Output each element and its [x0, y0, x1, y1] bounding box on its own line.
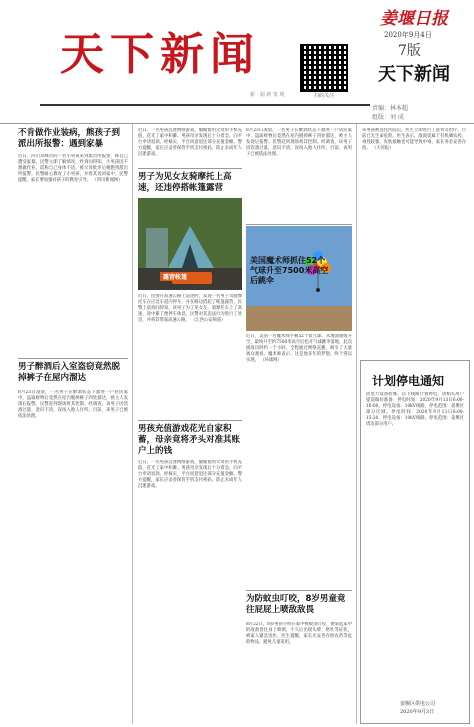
article-body	[246, 128, 352, 220]
article-source: （大河报）	[371, 146, 394, 152]
divider	[246, 590, 352, 591]
article-text: 近日，民警在高速公路上巡逻时，发现一名男子驾驶摩托车在应急车道内停车，并在路边搭起了帐篷露营。民警上前询问得知，该男子为了见女友，骑摩托车上了高速，途中累了便停车休息。民警对其违法行为进行了处罚，并将其带离高速公路。	[138, 294, 242, 324]
slogan: 新 · 闻 新 发 现	[250, 92, 285, 98]
article-headline: 男子醉酒后入室盗窃竟然脱掉裤子在屋内溜达	[18, 362, 121, 383]
editor-credit	[372, 104, 408, 122]
article-text: 近日，一名男孩沉迷网络游戏，偷偷使用父母的手机充值，花光了家中积蓄。男孩母亲发现后十分着急，向平台申请退款。经核实，平台同意退还部分充值金额。警方提醒，家长应妥善保管手机支付密码，防止未成年人沉迷游戏。	[138, 128, 242, 158]
article-source: （环球网）	[260, 358, 282, 364]
designer: 组版：刘 成	[372, 114, 404, 121]
article-source: （江西公安频道）	[190, 318, 226, 324]
article-text: 近日，四川邛崃市的一名小男孩来到派出所报警，称自己遭受家暴。民警立即了解情况，经询问得知，小男孩因不想做作业，谎称自己身体不适，被父母批评后便跑到派出所报警。民警耐心教育了小男孩，并将其送回家中。民警提醒，家长要加强对孩子的教育引导。	[18, 154, 128, 184]
article-body	[138, 294, 242, 386]
article-headline: 男子为见女友骑摩托上高速，还违停搭帐篷露营	[138, 172, 232, 193]
qr-label: 扫码关注	[313, 93, 334, 99]
article-text: 近日，美国一名魔术师手握52个氦气球，从地面缓缓升空，最终升至约7500米高空后松开气球跳伞落地。此次挑战历时约一个小时，全程通过网络直播，吸引了大量观众观看。魔术师表示，这是他多年的梦想，终于得以实现。	[246, 334, 352, 364]
notice-footer-date: 2020年9月3日	[400, 709, 435, 715]
notice-body: 因电力设备检修，以下线路计划停电，请相关用户提前做好准备：停电时间：2020年9月13日6:00-16:00，停电设备：10kV线路，停电范围：姜堰区部分区域。停电时间：2020年9月13日6:00-15:30，停电设备：10kV线路，停电范围：姜堰区周边部分用户。	[366, 392, 464, 428]
divider	[246, 224, 352, 225]
article-body: 近日，一名男孩沉迷网络游戏，偷偷使用父母的手机充值，花光了家中积蓄。男孩母亲发现后十分着急，向平台申请退款。经核实，平台同意退还部分充值金额。警方提醒，家长应妥善保管手机支付密码，防止未成年人沉迷游戏。	[138, 460, 242, 490]
article-body	[18, 154, 128, 349]
notice-title: 计划停电通知	[372, 374, 445, 388]
article-headline: 美国魔术师抓住52个气球升至7500米高空后跳伞	[250, 256, 329, 285]
article-headline: 不肯做作业装病，熊孩子到派出所报警：遇到家暴	[18, 128, 121, 149]
article-body: 8月22日，8岁男孩小明在家中被蚊虫叮咬，便拿起家中的敌敌畏往身上喷洒，不久后出现头晕、呕吐等症状，被家人紧急送医。医生提醒，家长应妥善存放农药等危险物品，避免儿童误用。	[246, 622, 352, 646]
divider	[18, 358, 128, 359]
section-name: 天下新闻	[378, 64, 450, 85]
masthead-rule	[40, 104, 370, 106]
divider	[138, 420, 242, 421]
article-body	[246, 334, 352, 574]
article-source: （四川新闻网）	[92, 178, 123, 184]
notice-footer: 姜堰区供电公司	[400, 701, 436, 707]
editor: 责编：林本超	[372, 105, 409, 112]
article-headline: 男孩充值游戏花光自家积蓄，母亲竟将矛头对准其账户上的钱	[138, 424, 241, 456]
page-number: 7版	[398, 43, 421, 59]
article-body: 8月23日凌晨，一名男子在醉酒状态下溜进一户居民家中，盗取财物后竟然在屋内脱掉裤子四处溜达，被主人发现后报警。民警赶到现场将其控制。经调查，该男子因饮酒过量，意识不清，误闯入他人住所。目前，该男子已被依法处理。	[18, 390, 128, 420]
article-headline: 为防蚊虫叮咬，8岁男童竟往屁屁上喷敌敌畏	[246, 594, 346, 615]
photo-caption: 露营帐篷	[160, 272, 190, 281]
issue-date: 2020年9月4日	[384, 31, 432, 39]
newspaper-logo: 姜堰日报	[380, 9, 448, 29]
article-body	[362, 128, 466, 358]
divider	[138, 168, 242, 169]
article-text: 8月23日凌晨，一名男子在醉酒状态下溜进一户居民家中，盗取财物后竟然在屋内脱掉裤子四处溜达，被主人发现后报警。民警赶到现场将其控制。经调查，该男子因饮酒过量，意识不清，误闯入他人住所。目前，该男子已被依法处理。	[246, 128, 352, 158]
qr-code	[300, 44, 348, 92]
column-divider	[132, 124, 133, 724]
column-divider	[356, 124, 357, 724]
section-title: 天下新闻	[60, 29, 260, 80]
top-rule	[0, 123, 474, 124]
article-text: 该男孩被送往医院后，医生立即进行了洗胃等治疗，目前已无生命危险。医生表示，敌敌畏属于有机磷农药，毒性较强，皮肤接触也可能导致中毒，家长务必妥善存放。	[362, 128, 466, 152]
article-body	[138, 128, 242, 164]
